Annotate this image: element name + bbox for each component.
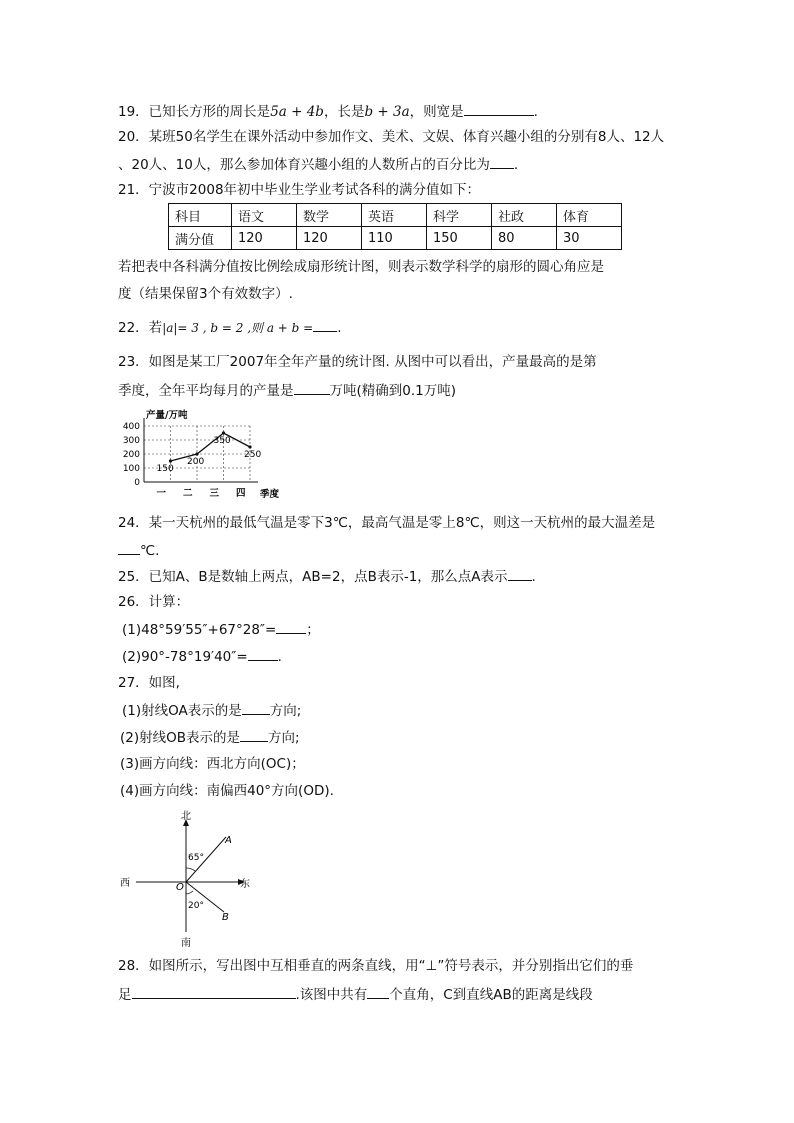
q19-text-post: ，则宽是 xyxy=(409,104,464,120)
question-21-line3: 度（结果保留3个有效数字）. xyxy=(118,286,293,302)
answer-blank[interactable] xyxy=(276,620,306,634)
x-tick-label: 二 xyxy=(182,488,193,499)
q26-p2-end: . xyxy=(277,649,282,665)
y-tick-label: 200 xyxy=(122,450,140,460)
y-tick-label: 0 xyxy=(134,478,140,488)
q20-end: . xyxy=(513,157,519,173)
chart-x-ticks xyxy=(156,488,246,499)
answer-blank[interactable] xyxy=(118,541,140,555)
table-cell: 科目 xyxy=(169,204,232,227)
x-tick-label: 三 xyxy=(209,488,220,499)
question-24-line2 xyxy=(118,541,159,560)
data-point xyxy=(169,459,172,462)
answer-blank[interactable] xyxy=(313,318,337,332)
east-label: 东 xyxy=(240,879,250,890)
question-19 xyxy=(118,102,538,121)
data-label: 150 xyxy=(156,464,174,474)
table-cell: 语文 xyxy=(232,204,297,227)
data-label: 250 xyxy=(244,450,262,460)
question-21-line2: 若把表中各科满分值按比例绘成扇形统计图，则表示数学科学的扇形的圆心角应是 xyxy=(118,259,604,275)
x-axis-label: 季度 xyxy=(260,489,280,500)
chart-y-ticks xyxy=(123,422,140,488)
q20-text: 、20人、10人，那么参加体育兴趣小组的人数所占的百分比为 xyxy=(118,157,490,173)
answer-blank[interactable] xyxy=(294,381,330,395)
west-label: 西 xyxy=(120,878,130,889)
ray-b-label: B xyxy=(222,912,229,923)
q27-p2-text: (2)射线OB表示的是 xyxy=(120,730,241,746)
table-cell: 80 xyxy=(492,227,557,250)
q28-text: 足 xyxy=(118,987,132,1003)
y-tick-label: 400 xyxy=(122,422,140,432)
question-26-part1 xyxy=(122,620,320,639)
q19-text: 19．已知长方形的周长是 xyxy=(118,104,271,120)
q25-end: . xyxy=(531,569,536,585)
table-cell: 社政 xyxy=(492,204,557,227)
question-23-line1: 23．如图是某工厂2007年全年产量的统计图. 从图中可以看出，产量最高的是第 xyxy=(118,354,597,370)
data-point xyxy=(222,431,225,434)
q27-p1-text: (1)射线OA表示的是 xyxy=(122,703,242,719)
q26-p2-text: (2)90°-78°19′40″= xyxy=(122,649,248,665)
x-tick-label: 一 xyxy=(156,488,167,499)
data-label: 200 xyxy=(187,457,205,467)
q26-p1-end: ； xyxy=(306,622,320,638)
question-27-part4: (4)画方向线：南偏西40°方向(OD). xyxy=(120,783,334,799)
q24-unit: ℃. xyxy=(140,543,160,559)
question-26-line1: 26．计算： xyxy=(118,594,190,610)
data-point xyxy=(248,445,251,448)
answer-blank[interactable] xyxy=(132,985,296,999)
question-27-part3: (3)画方向线：西北方向(OC)； xyxy=(120,756,305,772)
question-21-line1: 21．宁波市2008年初中毕业生学业考试各科的满分值如下： xyxy=(118,182,481,198)
q22-text: 22．若 xyxy=(118,320,163,336)
x-tick-label: 四 xyxy=(235,488,246,499)
series-line xyxy=(171,433,251,461)
q26-p1-text: (1)48°59′55″+67°28″= xyxy=(122,622,277,638)
angle-arc-a xyxy=(186,868,195,871)
question-28-line1: 28．如图所示，写出图中互相垂直的两条直线，用“⊥”符号表示，并分别指出它们的垂 xyxy=(118,958,634,974)
question-20-line1: 20．某班50名学生在课外活动中参加作文、美术、文娱、体育兴趣小组的分别有8人、12人 xyxy=(118,129,665,145)
answer-blank[interactable] xyxy=(367,985,389,999)
question-27-part1 xyxy=(122,701,301,720)
y-axis-label: 产量/万吨 xyxy=(146,410,188,421)
question-26-part2 xyxy=(122,647,282,666)
angle-b-label: 20° xyxy=(188,901,204,911)
question-20-line2 xyxy=(118,155,518,174)
data-point xyxy=(195,452,198,455)
question-23-line2 xyxy=(118,381,456,400)
table-cell: 英语 xyxy=(362,204,427,227)
q22-expr: |a|= 3 , b = 2 ,则 a + b = xyxy=(162,321,314,335)
q25-text: 25．已知A、B是数轴上两点，AB=2，点B表示-1，那么点A表示 xyxy=(118,569,508,585)
y-tick-label: 100 xyxy=(122,464,140,474)
q27-p2-post: 方向; xyxy=(268,730,300,746)
ray-a-label: A xyxy=(225,835,232,846)
question-22 xyxy=(118,318,342,337)
table-cell: 110 xyxy=(362,227,427,250)
table-cell: 体育 xyxy=(557,204,622,227)
south-label: 南 xyxy=(181,938,191,949)
origin-label: O xyxy=(176,882,184,893)
answer-blank[interactable] xyxy=(242,701,270,715)
question-27-part2 xyxy=(120,728,300,747)
answer-blank[interactable] xyxy=(490,155,514,169)
score-table xyxy=(168,203,622,250)
question-25 xyxy=(118,567,536,586)
q28-text-post: 个直角，C到直线AB的距离是线段 xyxy=(389,987,593,1003)
data-label: 350 xyxy=(213,436,231,446)
q27-p1-post: 方向; xyxy=(269,703,302,719)
answer-blank[interactable] xyxy=(464,102,534,116)
q19-text-mid: ，长是 xyxy=(323,104,365,120)
table-cell: 150 xyxy=(427,227,492,250)
answer-blank[interactable] xyxy=(240,728,268,742)
q19-perimeter-expr: 5a + 4b xyxy=(270,104,324,120)
table-cell: 120 xyxy=(232,227,297,250)
q28-text-mid: .该图中共有 xyxy=(295,987,368,1003)
angle-a-label: 65° xyxy=(188,853,204,863)
table-cell: 120 xyxy=(297,227,362,250)
table-cell: 数学 xyxy=(297,204,362,227)
table-header-row xyxy=(169,204,622,227)
production-line-chart xyxy=(118,406,298,502)
angle-arc-b xyxy=(186,891,193,894)
answer-blank[interactable] xyxy=(248,647,278,661)
y-tick-label: 300 xyxy=(122,436,140,446)
question-24-line1: 24．某一天杭州的最低气温是零下3℃，最高气温是零上8℃，则这一天杭州的最大温差是 xyxy=(118,515,656,531)
answer-blank[interactable] xyxy=(508,567,532,581)
compass-diagram xyxy=(118,810,268,950)
table-cell: 科学 xyxy=(427,204,492,227)
question-27-line1: 27．如图, xyxy=(118,675,180,691)
q19-length-expr: b + 3a xyxy=(364,104,410,120)
q22-end: . xyxy=(337,320,342,336)
table-cell: 满分值 xyxy=(169,227,232,250)
q23-text: 季度，全年平均每月的产量是 xyxy=(118,383,294,399)
table-cell: 30 xyxy=(557,227,622,250)
north-label: 北 xyxy=(181,811,191,822)
chart-series xyxy=(157,431,262,474)
question-28-line2 xyxy=(118,985,593,1004)
table-row xyxy=(169,227,622,250)
q23-text-post: 万吨(精确到0.1万吨) xyxy=(329,383,457,399)
q19-end: . xyxy=(533,104,538,120)
